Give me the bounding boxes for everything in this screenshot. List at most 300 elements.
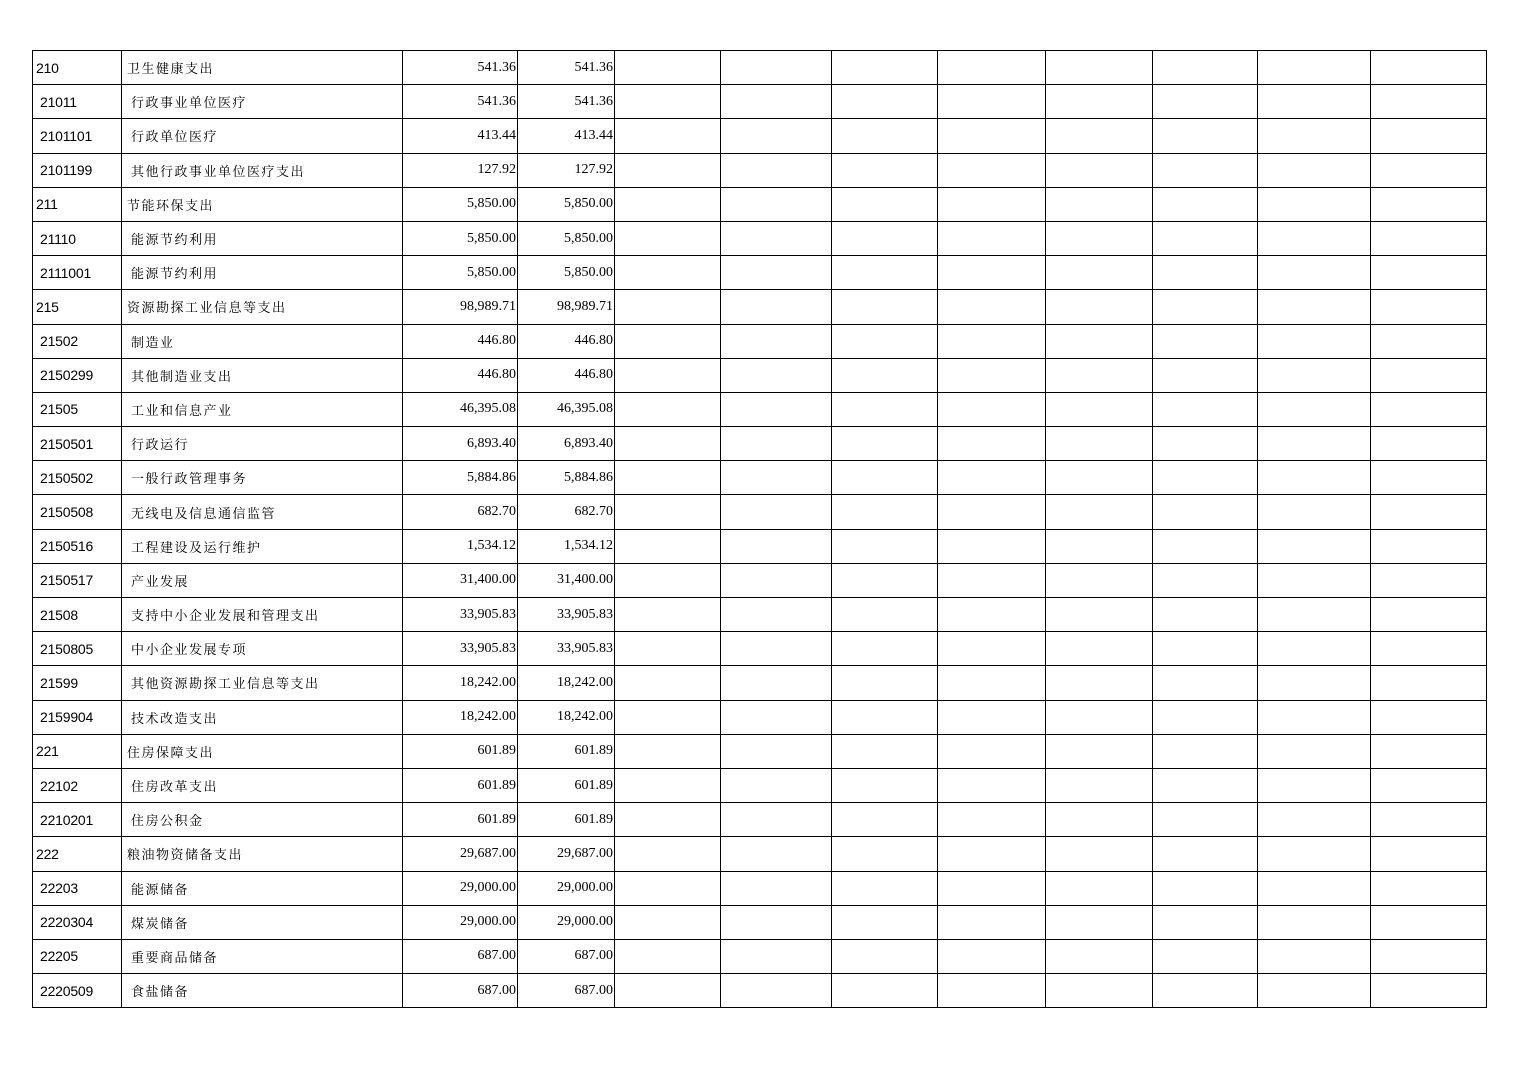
empty-cell <box>1371 803 1487 837</box>
empty-cell <box>1371 563 1487 597</box>
subject-name-cell: 技术改造支出 <box>122 700 403 734</box>
empty-cell <box>832 563 938 597</box>
total-amount-cell: 446.80 <box>403 324 518 358</box>
empty-cell <box>1046 461 1153 495</box>
subject-code-cell: 2220509 <box>33 974 122 1008</box>
empty-cell <box>1153 427 1258 461</box>
empty-cell <box>938 939 1046 973</box>
empty-cell <box>615 529 721 563</box>
table-row <box>33 324 1487 358</box>
general-budget-amount-cell: 18,242.00 <box>518 666 615 700</box>
table-row <box>33 666 1487 700</box>
empty-cell <box>832 256 938 290</box>
empty-cell <box>1046 803 1153 837</box>
empty-cell <box>1371 461 1487 495</box>
empty-cell <box>1153 153 1258 187</box>
empty-cell <box>615 51 721 85</box>
subject-code-cell: 2150805 <box>33 632 122 666</box>
empty-cell <box>1046 905 1153 939</box>
empty-cell <box>1371 529 1487 563</box>
subject-name-cell: 卫生健康支出 <box>122 51 403 85</box>
empty-cell <box>832 871 938 905</box>
empty-cell <box>1153 529 1258 563</box>
table-row <box>33 427 1487 461</box>
empty-cell <box>938 51 1046 85</box>
total-amount-cell: 682.70 <box>403 495 518 529</box>
empty-cell <box>721 187 832 221</box>
general-budget-amount-cell: 46,395.08 <box>518 392 615 426</box>
empty-cell <box>1258 256 1371 290</box>
empty-cell <box>1153 187 1258 221</box>
subject-name-cell: 能源节约利用 <box>122 256 403 290</box>
budget-expenditure-table <box>32 50 1487 1008</box>
table-row <box>33 187 1487 221</box>
empty-cell <box>615 187 721 221</box>
total-amount-cell: 33,905.83 <box>403 632 518 666</box>
subject-name-cell: 其他资源勘探工业信息等支出 <box>122 666 403 700</box>
empty-cell <box>1258 666 1371 700</box>
empty-cell <box>1258 563 1371 597</box>
subject-name-cell: 中小企业发展专项 <box>122 632 403 666</box>
empty-cell <box>1371 392 1487 426</box>
total-amount-cell: 1,534.12 <box>403 529 518 563</box>
subject-code-cell: 21110 <box>33 221 122 255</box>
empty-cell <box>1153 905 1258 939</box>
empty-cell <box>938 358 1046 392</box>
general-budget-amount-cell: 601.89 <box>518 803 615 837</box>
empty-cell <box>721 495 832 529</box>
total-amount-cell: 5,850.00 <box>403 187 518 221</box>
empty-cell <box>938 495 1046 529</box>
empty-cell <box>1258 290 1371 324</box>
subject-code-cell: 2150517 <box>33 563 122 597</box>
empty-cell <box>1258 153 1371 187</box>
table-row <box>33 392 1487 426</box>
empty-cell <box>1258 734 1371 768</box>
general-budget-amount-cell: 601.89 <box>518 768 615 802</box>
empty-cell <box>832 119 938 153</box>
empty-cell <box>1371 734 1487 768</box>
general-budget-amount-cell: 446.80 <box>518 324 615 358</box>
table-row <box>33 495 1487 529</box>
empty-cell <box>1046 119 1153 153</box>
empty-cell <box>832 632 938 666</box>
total-amount-cell: 46,395.08 <box>403 392 518 426</box>
subject-code-cell: 21502 <box>33 324 122 358</box>
subject-name-cell: 产业发展 <box>122 563 403 597</box>
general-budget-amount-cell: 413.44 <box>518 119 615 153</box>
subject-code-cell: 2150502 <box>33 461 122 495</box>
general-budget-amount-cell: 29,000.00 <box>518 871 615 905</box>
empty-cell <box>1258 939 1371 973</box>
empty-cell <box>938 461 1046 495</box>
empty-cell <box>832 905 938 939</box>
empty-cell <box>615 598 721 632</box>
empty-cell <box>615 666 721 700</box>
empty-cell <box>938 837 1046 871</box>
table-row <box>33 974 1487 1008</box>
empty-cell <box>1153 256 1258 290</box>
total-amount-cell: 18,242.00 <box>403 666 518 700</box>
empty-cell <box>615 153 721 187</box>
subject-code-cell: 2101101 <box>33 119 122 153</box>
empty-cell <box>1046 837 1153 871</box>
empty-cell <box>721 256 832 290</box>
empty-cell <box>1258 461 1371 495</box>
empty-cell <box>1046 939 1153 973</box>
empty-cell <box>1371 768 1487 802</box>
subject-name-cell: 住房改革支出 <box>122 768 403 802</box>
subject-name-cell: 工程建设及运行维护 <box>122 529 403 563</box>
empty-cell <box>832 803 938 837</box>
table-row <box>33 939 1487 973</box>
table-row <box>33 290 1487 324</box>
table-row <box>33 837 1487 871</box>
empty-cell <box>615 905 721 939</box>
subject-code-cell: 22203 <box>33 871 122 905</box>
empty-cell <box>938 563 1046 597</box>
empty-cell <box>721 871 832 905</box>
total-amount-cell: 687.00 <box>403 974 518 1008</box>
empty-cell <box>721 221 832 255</box>
empty-cell <box>832 187 938 221</box>
empty-cell <box>1371 700 1487 734</box>
empty-cell <box>1258 837 1371 871</box>
empty-cell <box>1046 153 1153 187</box>
subject-code-cell: 22205 <box>33 939 122 973</box>
general-budget-amount-cell: 5,850.00 <box>518 187 615 221</box>
empty-cell <box>832 700 938 734</box>
empty-cell <box>1258 495 1371 529</box>
empty-cell <box>1371 495 1487 529</box>
empty-cell <box>1258 427 1371 461</box>
empty-cell <box>1258 392 1371 426</box>
empty-cell <box>721 632 832 666</box>
empty-cell <box>1046 598 1153 632</box>
empty-cell <box>615 837 721 871</box>
subject-code-cell: 211 <box>33 187 122 221</box>
empty-cell <box>1046 85 1153 119</box>
general-budget-amount-cell: 5,850.00 <box>518 221 615 255</box>
empty-cell <box>1258 85 1371 119</box>
general-budget-amount-cell: 1,534.12 <box>518 529 615 563</box>
general-budget-amount-cell: 601.89 <box>518 734 615 768</box>
empty-cell <box>938 427 1046 461</box>
empty-cell <box>832 495 938 529</box>
empty-cell <box>938 700 1046 734</box>
table-row <box>33 153 1487 187</box>
subject-code-cell: 21508 <box>33 598 122 632</box>
empty-cell <box>615 461 721 495</box>
total-amount-cell: 127.92 <box>403 153 518 187</box>
empty-cell <box>721 734 832 768</box>
empty-cell <box>721 324 832 358</box>
total-amount-cell: 29,687.00 <box>403 837 518 871</box>
empty-cell <box>1046 221 1153 255</box>
subject-name-cell: 其他制造业支出 <box>122 358 403 392</box>
empty-cell <box>721 598 832 632</box>
empty-cell <box>832 358 938 392</box>
empty-cell <box>938 392 1046 426</box>
subject-code-cell: 2150501 <box>33 427 122 461</box>
empty-cell <box>832 51 938 85</box>
subject-name-cell: 工业和信息产业 <box>122 392 403 426</box>
general-budget-amount-cell: 5,850.00 <box>518 256 615 290</box>
table-row <box>33 768 1487 802</box>
subject-name-cell: 食盐储备 <box>122 974 403 1008</box>
empty-cell <box>721 85 832 119</box>
empty-cell <box>615 119 721 153</box>
table-row <box>33 358 1487 392</box>
empty-cell <box>1153 119 1258 153</box>
general-budget-amount-cell: 687.00 <box>518 939 615 973</box>
subject-name-cell: 无线电及信息通信监管 <box>122 495 403 529</box>
empty-cell <box>615 734 721 768</box>
empty-cell <box>1258 768 1371 802</box>
empty-cell <box>1371 871 1487 905</box>
empty-cell <box>1046 495 1153 529</box>
general-budget-amount-cell: 33,905.83 <box>518 632 615 666</box>
empty-cell <box>1258 905 1371 939</box>
table-row <box>33 871 1487 905</box>
empty-cell <box>1046 871 1153 905</box>
subject-name-cell: 行政事业单位医疗 <box>122 85 403 119</box>
table-row <box>33 563 1487 597</box>
subject-name-cell: 其他行政事业单位医疗支出 <box>122 153 403 187</box>
empty-cell <box>1258 700 1371 734</box>
subject-code-cell: 21599 <box>33 666 122 700</box>
empty-cell <box>1258 187 1371 221</box>
total-amount-cell: 5,850.00 <box>403 221 518 255</box>
subject-name-cell: 重要商品储备 <box>122 939 403 973</box>
empty-cell <box>938 119 1046 153</box>
empty-cell <box>938 666 1046 700</box>
empty-cell <box>1258 51 1371 85</box>
empty-cell <box>1258 324 1371 358</box>
subject-name-cell: 一般行政管理事务 <box>122 461 403 495</box>
empty-cell <box>721 290 832 324</box>
empty-cell <box>721 939 832 973</box>
table-row <box>33 700 1487 734</box>
subject-code-cell: 2210201 <box>33 803 122 837</box>
empty-cell <box>832 974 938 1008</box>
empty-cell <box>938 529 1046 563</box>
empty-cell <box>1153 700 1258 734</box>
total-amount-cell: 6,893.40 <box>403 427 518 461</box>
table-row <box>33 905 1487 939</box>
empty-cell <box>1371 256 1487 290</box>
subject-code-cell: 2220304 <box>33 905 122 939</box>
empty-cell <box>938 768 1046 802</box>
empty-cell <box>1371 837 1487 871</box>
empty-cell <box>832 153 938 187</box>
empty-cell <box>938 221 1046 255</box>
empty-cell <box>721 427 832 461</box>
table-row <box>33 256 1487 290</box>
subject-name-cell: 行政单位医疗 <box>122 119 403 153</box>
table-row <box>33 119 1487 153</box>
empty-cell <box>1153 666 1258 700</box>
empty-cell <box>615 768 721 802</box>
empty-cell <box>1046 768 1153 802</box>
empty-cell <box>938 85 1046 119</box>
table-row <box>33 85 1487 119</box>
empty-cell <box>938 871 1046 905</box>
empty-cell <box>1371 290 1487 324</box>
empty-cell <box>1258 598 1371 632</box>
empty-cell <box>1153 974 1258 1008</box>
empty-cell <box>938 803 1046 837</box>
subject-code-cell: 2111001 <box>33 256 122 290</box>
subject-code-cell: 2150299 <box>33 358 122 392</box>
total-amount-cell: 29,000.00 <box>403 905 518 939</box>
subject-code-cell: 210 <box>33 51 122 85</box>
general-budget-amount-cell: 33,905.83 <box>518 598 615 632</box>
empty-cell <box>1046 700 1153 734</box>
empty-cell <box>721 358 832 392</box>
subject-code-cell: 221 <box>33 734 122 768</box>
general-budget-amount-cell: 446.80 <box>518 358 615 392</box>
empty-cell <box>1046 324 1153 358</box>
subject-name-cell: 能源储备 <box>122 871 403 905</box>
table-row <box>33 598 1487 632</box>
subject-code-cell: 2150508 <box>33 495 122 529</box>
total-amount-cell: 5,850.00 <box>403 256 518 290</box>
subject-name-cell: 粮油物资储备支出 <box>122 837 403 871</box>
general-budget-amount-cell: 541.36 <box>518 51 615 85</box>
subject-name-cell: 住房保障支出 <box>122 734 403 768</box>
total-amount-cell: 31,400.00 <box>403 563 518 597</box>
empty-cell <box>721 768 832 802</box>
empty-cell <box>1153 734 1258 768</box>
general-budget-amount-cell: 127.92 <box>518 153 615 187</box>
empty-cell <box>1046 392 1153 426</box>
empty-cell <box>1258 221 1371 255</box>
empty-cell <box>832 768 938 802</box>
total-amount-cell: 601.89 <box>403 768 518 802</box>
empty-cell <box>938 187 1046 221</box>
total-amount-cell: 5,884.86 <box>403 461 518 495</box>
empty-cell <box>1046 427 1153 461</box>
empty-cell <box>1153 563 1258 597</box>
empty-cell <box>615 358 721 392</box>
empty-cell <box>1371 51 1487 85</box>
empty-cell <box>832 85 938 119</box>
empty-cell <box>615 324 721 358</box>
total-amount-cell: 29,000.00 <box>403 871 518 905</box>
empty-cell <box>721 153 832 187</box>
empty-cell <box>938 598 1046 632</box>
subject-name-cell: 支持中小企业发展和管理支出 <box>122 598 403 632</box>
empty-cell <box>1153 871 1258 905</box>
empty-cell <box>615 221 721 255</box>
empty-cell <box>1258 632 1371 666</box>
empty-cell <box>1153 51 1258 85</box>
empty-cell <box>832 529 938 563</box>
general-budget-amount-cell: 31,400.00 <box>518 563 615 597</box>
subject-code-cell: 215 <box>33 290 122 324</box>
empty-cell <box>1046 974 1153 1008</box>
general-budget-amount-cell: 541.36 <box>518 85 615 119</box>
subject-name-cell: 行政运行 <box>122 427 403 461</box>
empty-cell <box>721 461 832 495</box>
empty-cell <box>1258 974 1371 1008</box>
general-budget-amount-cell: 5,884.86 <box>518 461 615 495</box>
empty-cell <box>615 256 721 290</box>
subject-code-cell: 2101199 <box>33 153 122 187</box>
empty-cell <box>832 461 938 495</box>
empty-cell <box>1153 837 1258 871</box>
subject-name-cell: 住房公积金 <box>122 803 403 837</box>
subject-name-cell: 能源节约利用 <box>122 221 403 255</box>
empty-cell <box>1046 290 1153 324</box>
empty-cell <box>1371 632 1487 666</box>
empty-cell <box>1371 358 1487 392</box>
total-amount-cell: 98,989.71 <box>403 290 518 324</box>
general-budget-amount-cell: 682.70 <box>518 495 615 529</box>
empty-cell <box>1371 939 1487 973</box>
empty-cell <box>721 563 832 597</box>
empty-cell <box>615 700 721 734</box>
subject-code-cell: 222 <box>33 837 122 871</box>
empty-cell <box>1371 119 1487 153</box>
subject-name-cell: 资源勘探工业信息等支出 <box>122 290 403 324</box>
empty-cell <box>1371 974 1487 1008</box>
empty-cell <box>1371 153 1487 187</box>
empty-cell <box>832 324 938 358</box>
empty-cell <box>832 598 938 632</box>
empty-cell <box>1046 734 1153 768</box>
subject-code-cell: 2159904 <box>33 700 122 734</box>
empty-cell <box>1153 598 1258 632</box>
empty-cell <box>1046 632 1153 666</box>
subject-code-cell: 21505 <box>33 392 122 426</box>
table-row <box>33 529 1487 563</box>
total-amount-cell: 541.36 <box>403 85 518 119</box>
table-row <box>33 51 1487 85</box>
empty-cell <box>615 85 721 119</box>
empty-cell <box>1153 495 1258 529</box>
total-amount-cell: 601.89 <box>403 803 518 837</box>
empty-cell <box>1258 803 1371 837</box>
empty-cell <box>1258 358 1371 392</box>
empty-cell <box>1153 803 1258 837</box>
empty-cell <box>721 392 832 426</box>
subject-code-cell: 2150516 <box>33 529 122 563</box>
empty-cell <box>832 734 938 768</box>
general-budget-amount-cell: 18,242.00 <box>518 700 615 734</box>
empty-cell <box>1046 529 1153 563</box>
table-row <box>33 461 1487 495</box>
empty-cell <box>832 939 938 973</box>
general-budget-amount-cell: 29,000.00 <box>518 905 615 939</box>
empty-cell <box>832 290 938 324</box>
empty-cell <box>1371 427 1487 461</box>
empty-cell <box>1153 768 1258 802</box>
general-budget-amount-cell: 29,687.00 <box>518 837 615 871</box>
empty-cell <box>938 905 1046 939</box>
empty-cell <box>1258 871 1371 905</box>
empty-cell <box>1046 51 1153 85</box>
empty-cell <box>615 392 721 426</box>
total-amount-cell: 413.44 <box>403 119 518 153</box>
empty-cell <box>1153 358 1258 392</box>
empty-cell <box>1046 187 1153 221</box>
subject-code-cell: 22102 <box>33 768 122 802</box>
empty-cell <box>615 290 721 324</box>
subject-name-cell: 制造业 <box>122 324 403 358</box>
empty-cell <box>615 563 721 597</box>
